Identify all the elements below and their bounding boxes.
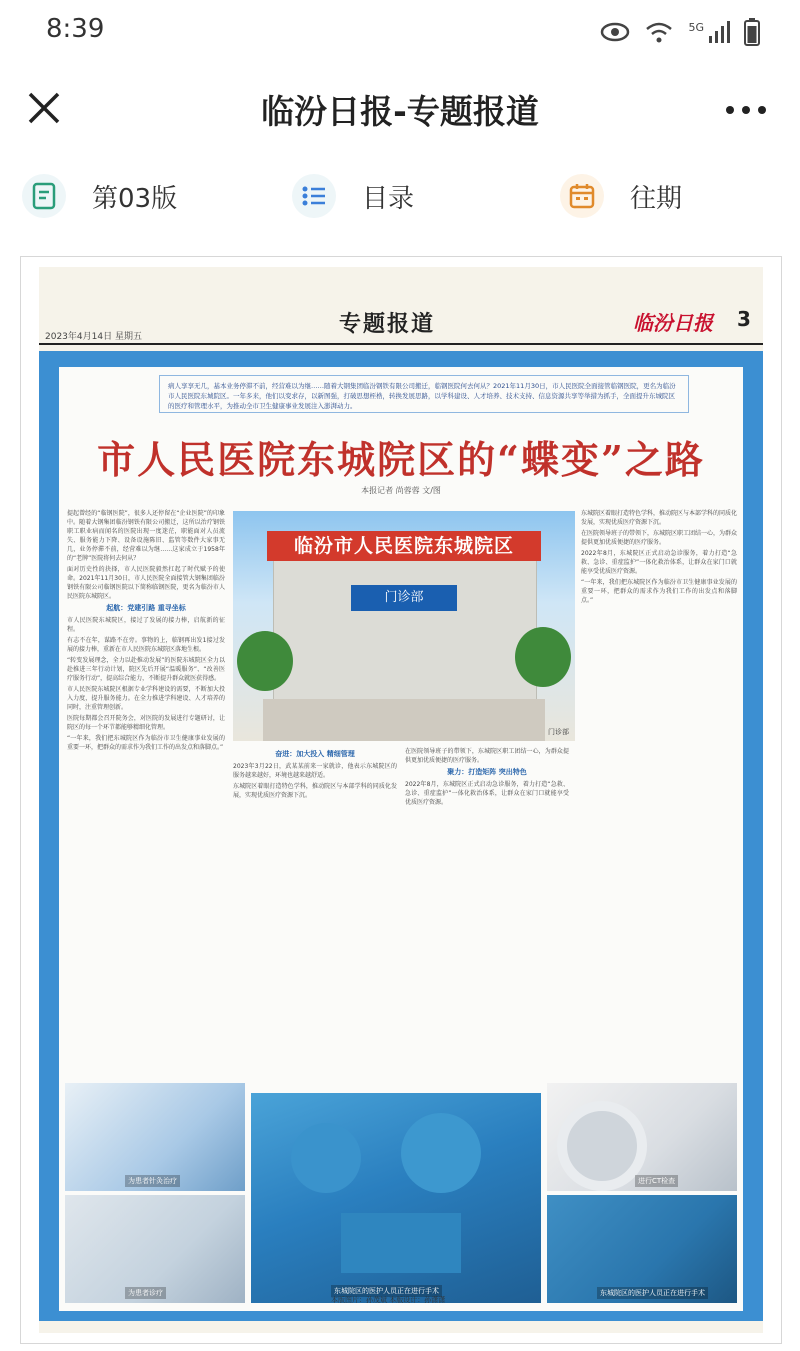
- article-column-mid-left: [233, 747, 397, 1087]
- photo-caption: 东城院区的医护人员正在进行手术: [331, 1285, 442, 1297]
- eye-icon: [600, 21, 630, 43]
- masthead-rule: [39, 343, 763, 345]
- feature-content: [59, 367, 743, 1311]
- entrance-steps: [263, 699, 545, 741]
- outpatient-sign: 门诊部: [351, 585, 457, 611]
- tab-page-03[interactable]: [22, 158, 177, 234]
- headline: 市人民医院东城院区的“蝶变”之路: [97, 437, 705, 482]
- photo-operating-room: [547, 1195, 737, 1303]
- article-paragraph: 市人民医院东城院区根据专业学科建设的需要，不断加大投入力度，提升服务能力。在全力推进学科建设、人才培养的同时，注重管理创新。: [67, 686, 225, 711]
- photo-caption: 为患者诊疗: [125, 1287, 166, 1299]
- newspaper-page-frame[interactable]: [20, 256, 782, 1344]
- article-paragraph: 2023年3月22日，武某某前来一家就诊，他表示东城院区的服务越来越好，环境也越来越舒适。: [233, 763, 397, 779]
- article-paragraph: 提起曾经的“临钢医院”，很多人还停留在“企业医院”的印象中。随着大钢集团临汾钢铁有限公司搬迁，这所以治疗钢铁职工职业病而闻名的医院出现一度迷茫，职能面对人员流失、服务能力下降、设备设施陈旧、监管等数件大家事无几，业务停滞不前，经营难以为继……这家成立于1958年的“老牌”医院将何去何从？: [67, 510, 225, 562]
- photo-caption: 进行CT检查: [635, 1175, 678, 1187]
- section-title: 专题报道: [339, 311, 436, 337]
- signal-icon: [708, 20, 730, 44]
- hospital-photo: [233, 511, 575, 741]
- article-paragraph: 有志不在年，谋路不在旁。事物的上，临钢再出发1接过发展的接力棒，重新在市人民医院东城院区落地生根。: [67, 637, 225, 653]
- surgeon-figure: [291, 1123, 361, 1193]
- page-title: 临汾日报-专题报道: [261, 92, 539, 131]
- tab-contents[interactable]: [292, 158, 414, 234]
- edition-tabs: [0, 158, 800, 234]
- photo-acupuncture: [65, 1083, 245, 1191]
- subhead: 聚力：打造矩阵 突出特色: [447, 768, 527, 776]
- article-paragraph: 医院每期都会召开院务会，对医院的发展进行专题研讨，让院区的每一个环节都能够精细化管理。: [67, 715, 225, 731]
- photo-surgery: [251, 1093, 541, 1303]
- article-paragraph: “转变发展理念，全力以赴推动发展”的医院东城院区全力以赴推进三年行动计划，院区先后开展“温暖服务”、“改善医疗服务行动”，提高综合能力，不断提升群众就医获得感。: [67, 657, 225, 682]
- article-paragraph: 2022年8月，东城院区正式启动急诊服务，着力打造“急救、急诊、重症监护”一体化救治体系，让群众在家门口就能享受优质医疗资源。: [581, 550, 737, 575]
- hospital-sign: 临汾市人民医院东城院区: [267, 531, 541, 561]
- calendar-icon: [560, 174, 604, 218]
- surgical-drape: [341, 1213, 461, 1273]
- title-bar: [0, 62, 800, 154]
- photo-consultation: [65, 1195, 245, 1303]
- status-icons: [600, 18, 760, 46]
- page-number: 3: [737, 307, 751, 331]
- list-icon: [292, 174, 336, 218]
- photo-ct-scan: [547, 1083, 737, 1191]
- article-paragraph: “一年来，我们把东城院区作为临汾市卫生健康事业发展的重要一环，把群众的需求作为我们工作的出发点和落脚点。”: [581, 579, 737, 604]
- tab-past-issues[interactable]: [560, 158, 682, 234]
- article-paragraph: 面对历史性的抉择，市人民医院毅然扛起了时代赋予的使命。2021年11月30日，市人民医院全面接管大钢集团临汾钢铁有限公司临钢医院以下简称临钢医院，更名为临汾市人民医院东城院区。: [67, 566, 225, 600]
- tree-right: [515, 627, 571, 687]
- network-type-label: 5G: [688, 20, 704, 34]
- article-column-mid-right: [405, 747, 569, 1087]
- page-icon: [22, 174, 66, 218]
- photo-caption: 为患者针灸治疗: [125, 1175, 180, 1187]
- newspaper-logo: 临汾日报: [633, 311, 713, 335]
- subhead: 奋进：加大投入 精细管理: [275, 750, 355, 758]
- hospital-building: [273, 549, 537, 701]
- tab-past-issues-label: 往期: [630, 183, 683, 214]
- wifi-icon: [644, 20, 674, 44]
- more-options-icon[interactable]: [726, 106, 766, 114]
- hospital-photo-caption: 门诊部: [548, 728, 569, 736]
- battery-icon: [744, 18, 760, 46]
- article-paragraph: “一年来，我们把东城院区作为临汾市卫生健康事业发展的重要一环，把群众的需求作为我们工作的出发点和落脚点。”: [67, 735, 225, 751]
- tree-left: [237, 631, 293, 691]
- masthead: [39, 267, 763, 347]
- photo-credits: 本版图片：孙茂斌 本版设计：孙潇潇: [331, 1296, 446, 1304]
- subhead: 起航：党建引路 重寻坐标: [106, 604, 186, 612]
- intro-box: 病人享享无几，基本业务停滞不前，经营难以为继……随着大钢集团临汾钢铁有限公司搬迁，临钢医院何去何从？2021年11月30日，市人民医院全面接管临钢医院，更名为临汾市人民医院东城院区。一年多来，他们以变求存，以新图强，打破思想桎梏，转换发展思路，以学科建设、人才培养、技术支持、信息资源共享等举措为抓手，全面提升东城院区的医疗和管理水平，为推动全市卫生健康事业发展注入澎湃动力。: [159, 375, 689, 413]
- byline: 本报记者 尚蓉蓉 文/图: [361, 486, 441, 495]
- surgeon-figure: [401, 1113, 481, 1193]
- status-bar: [0, 0, 800, 62]
- article-paragraph: 东城院区着眼打造特色学科，推动院区与本部学科的同质化发展，实现优质医疗资源下沉。: [581, 510, 737, 526]
- article-paragraph: 市人民医院东城院区，接过了发展的接力棒，启航新的征程。: [67, 617, 225, 633]
- article-paragraph: 在医院领导班子的带领下，东城院区职工团结一心，为群众提供更加优质便捷的医疗服务。: [405, 748, 569, 764]
- article-column-right: [581, 509, 737, 1089]
- photo-caption: 东城院区的医护人员正在进行手术: [597, 1287, 708, 1299]
- tab-page-03-label: 第03版: [92, 183, 178, 214]
- article-paragraph: 东城院区着眼打造特色学科，推动院区与本部学科的同质化发展，实现优质医疗资源下沉。: [233, 783, 397, 799]
- article-paragraph: 在医院领导班子的带领下，东城院区职工团结一心，为群众提供更加优质便捷的医疗服务。: [581, 530, 737, 546]
- article-paragraph: 2022年8月，东城院区正式启动急诊服务，着力打造“急救、急诊、重症监护”一体化救治体系，让群众在家门口就能享受优质医疗资源。: [405, 781, 569, 806]
- issue-date: 2023年4月14日 星期五: [45, 332, 142, 342]
- ct-scanner: [557, 1101, 647, 1191]
- newspaper-page: [39, 267, 763, 1333]
- status-time: 8:39: [46, 14, 105, 44]
- feature-panel: [39, 351, 763, 1321]
- tab-contents-label: 目录: [362, 183, 415, 214]
